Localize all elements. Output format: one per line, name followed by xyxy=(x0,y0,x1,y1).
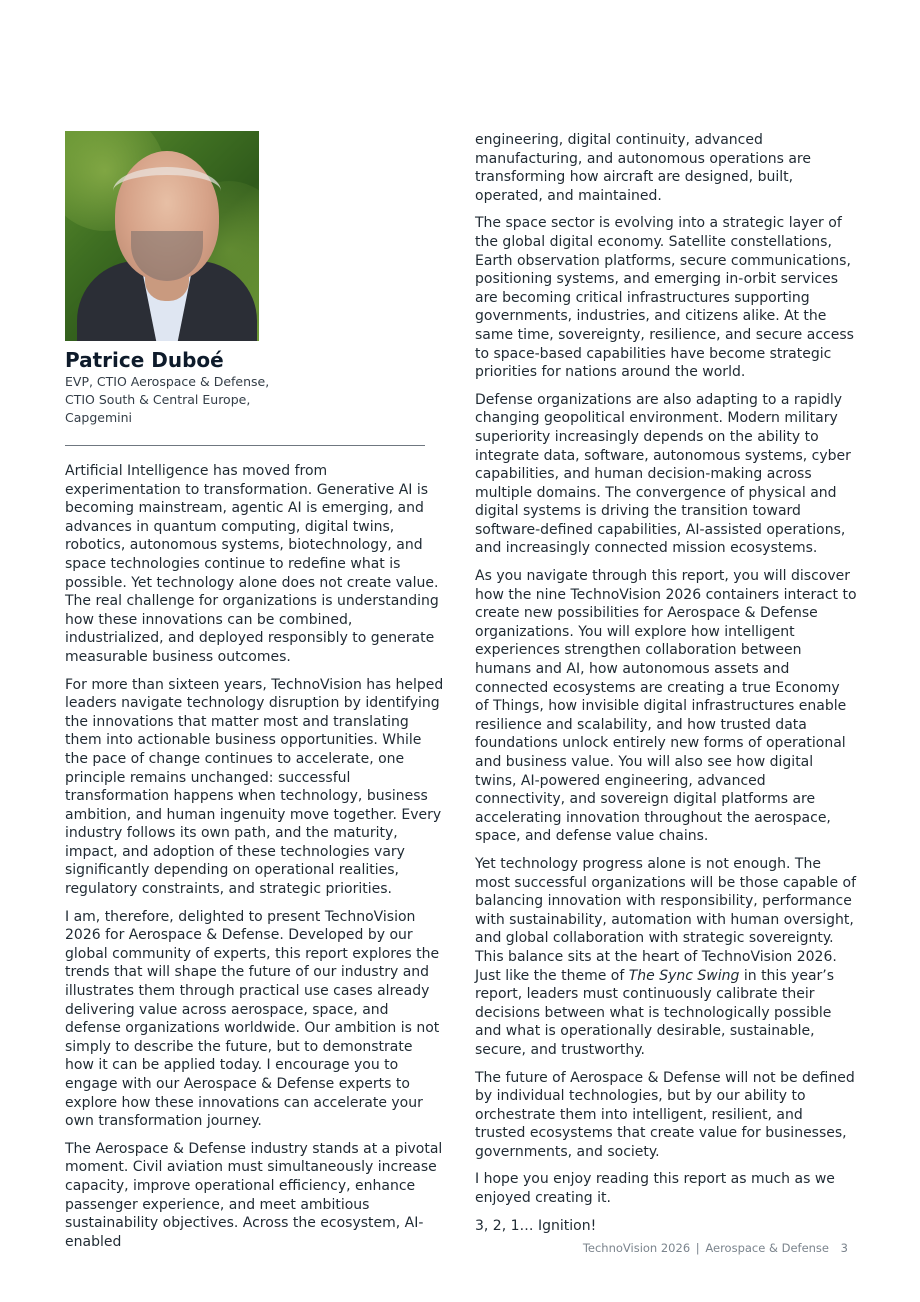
author-name: Patrice Duboé xyxy=(65,348,224,372)
right-column-text xyxy=(475,131,857,1244)
author-role-line: CTIO South & Central Europe, xyxy=(65,392,251,407)
footer-section: Aerospace & Defense xyxy=(705,1241,830,1255)
author-role-line: Capgemini xyxy=(65,410,132,425)
left-column-text xyxy=(65,462,445,1260)
paragraph: 3, 2, 1… Ignition! xyxy=(475,1217,597,1234)
divider xyxy=(65,445,425,446)
paragraph: Artificial Intelligence has moved from experimentation to transformation. Generative AI is becoming mainstream, agentic AI is emerging, and advances in quantum computing, digital twins, robotics, autonomous systems, biotechnology, and space technologies continue to redefine what is possible. Yet technology alone does not create value. The real challenge for organizations is understanding how these innovations can be combined, industrialized, and deployed responsibly to generate measurable business outcomes. xyxy=(65,463,439,665)
text-run: in this year’s report, leaders must continuously calibrate their decisions between what is technologically possible and what is operationally desirable, sustainable, secure, and trustworthy. xyxy=(475,967,835,1058)
page-number: 3 xyxy=(840,1241,848,1255)
author-block xyxy=(65,131,443,446)
page-footer xyxy=(520,1241,848,1255)
text-run: Yet technology progress alone is not enough. The most successful organizations will be those capable of balancing innovation with responsibility, performance with sustainability, automation with human oversight, and global collaboration with strategic sovereignty. This balance sits at the heart of TechnoVision 2026. Just like the theme of xyxy=(475,855,857,984)
paragraph: The future of Aerospace & Defense will not be defined by individual technologies, but by our ability to orchestrate them into intelligent, resilient, and trusted ecosystems that create value for businesses, governments, and society. xyxy=(475,1069,855,1160)
paragraph: As you navigate through this report, you will discover how the nine TechnoVision 2026 containers interact to create new possibilities for Aerospace & Defense organizations. You will explore how intelligent experiences strengthen collaboration between humans and AI, how autonomous assets and connected ecosystems are creating a true Economy of Things, how invisible digital infrastructures enable resilience and scalability, and how trusted data foundations unlock entirely new forms of operational and business value. You will also see how digital twins, AI-powered engineering, advanced connectivity, and sovereign digital platforms are accelerating innovation throughout the aerospace, space, and defense value chains. xyxy=(475,568,857,845)
paragraph: engineering, digital continuity, advanced manufacturing, and autonomous operations are transforming how aircraft are designed, built, operated, and maintained. xyxy=(475,132,811,204)
footer-separator: | xyxy=(695,1241,700,1255)
paragraph: I hope you enjoy reading this report as much as we enjoyed creating it. xyxy=(475,1171,835,1207)
footer-publication: TechnoVision 2026 xyxy=(582,1241,691,1255)
author-portrait xyxy=(65,131,259,341)
author-role-line: EVP, CTIO Aerospace & Defense, xyxy=(65,374,270,389)
paragraph: Defense organizations are also adapting to a rapidly changing geopolitical environment. Modern military superiority increasingly depends on the ability to integrate data, software, autonomous systems, cyber capabilities, and human decision-making across multiple domains. The convergence of physical and digital systems is driving the transition toward software-defined capabilities, AI-assisted operations, and increasingly connected mission ecosystems. xyxy=(475,391,851,557)
emphasis-title: The Sync Swing xyxy=(628,967,740,984)
paragraph: For more than sixteen years, TechnoVision has helped leaders navigate technology disruption by identifying the innovations that matter most and translating them into actionable business opportunities. While the pace of change continues to accelerate, one principle remains unchanged: successful transformation happens when technology, business ambition, and human ingenuity move together. Every industry follows its own path, and the maturity, impact, and adoption of these technologies vary significantly depending on operational realities, regulatory constraints, and strategic priorities. xyxy=(65,676,444,898)
paragraph-sync-swing xyxy=(475,855,857,1060)
paragraph: I am, therefore, delighted to present TechnoVision 2026 for Aerospace & Defense. Developed by our global community of experts, this report explores the trends that will shape the future of our industry and illustrates them through practical use cases already delivering value across aerospace, space, and defense organizations worldwide. Our ambition is not simply to describe the future, but to demonstrate how it can be applied today. I encourage you to engage with our Aerospace & Defense experts to explore how these innovations can accelerate your own transformation journey. xyxy=(65,908,440,1130)
paragraph: The Aerospace & Defense industry stands at a pivotal moment. Civil aviation must simultaneously increase capacity, improve operational efficiency, enhance passenger experience, and meet ambitious sustainability objectives. Across the ecosystem, AI-enabled xyxy=(65,1140,443,1250)
paragraph: The space sector is evolving into a strategic layer of the global digital economy. Satellite constellations, Earth observation platforms, secure communications, positioning systems, and emerging in-orbit services are becoming critical infrastructures supporting governments, industries, and citizens alike. At the same time, sovereignty, resilience, and secure access to space-based capabilities have become strategic priorities for nations around the world. xyxy=(475,215,854,381)
author-role xyxy=(65,373,443,427)
